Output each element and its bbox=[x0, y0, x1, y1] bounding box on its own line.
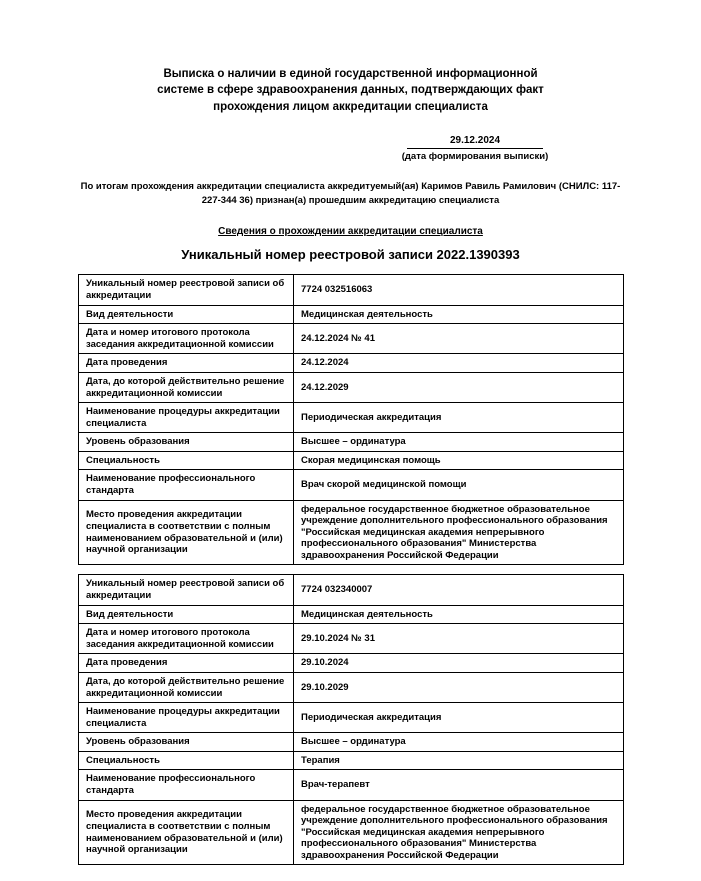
accreditation-table-2 bbox=[78, 574, 624, 865]
row-value: Высшее – ординатура bbox=[294, 733, 624, 752]
table-row bbox=[79, 751, 624, 770]
row-value: 24.12.2024 bbox=[294, 354, 624, 373]
table-row bbox=[79, 275, 624, 305]
row-label: Специальность bbox=[79, 751, 294, 770]
row-label: Место проведения аккредитации специалиста в соответствии с полным наименованием образовательной и (или) научной организации bbox=[79, 500, 294, 565]
table-row bbox=[79, 500, 624, 565]
row-label: Вид деятельности bbox=[79, 305, 294, 324]
table-row bbox=[79, 451, 624, 470]
row-label: Дата проведения bbox=[79, 654, 294, 673]
table-row bbox=[79, 354, 624, 373]
row-value: федеральное государственное бюджетное образовательное учреждение дополнительного профессионального образования "Российская медицинская академия непрерывного профессионального образования" Министерства здравоохранения Российской Федерации bbox=[294, 800, 624, 865]
table-row bbox=[79, 654, 624, 673]
row-label: Уникальный номер реестровой записи об аккредитации bbox=[79, 575, 294, 605]
section-heading: Сведения о прохождении аккредитации специалиста bbox=[218, 226, 483, 238]
table-row bbox=[79, 703, 624, 733]
row-label: Дата проведения bbox=[79, 354, 294, 373]
row-value: Скорая медицинская помощь bbox=[294, 451, 624, 470]
issue-date: 29.12.2024 bbox=[407, 135, 543, 149]
table-row bbox=[79, 372, 624, 402]
accreditation-table-1 bbox=[78, 274, 624, 565]
table-row bbox=[79, 403, 624, 433]
table-row bbox=[79, 733, 624, 752]
issue-date-block bbox=[394, 135, 556, 162]
table-row bbox=[79, 433, 624, 452]
row-label: Наименование профессионального стандарта bbox=[79, 770, 294, 800]
row-value: 7724 032340007 bbox=[294, 575, 624, 605]
row-value: Периодическая аккредитация bbox=[294, 403, 624, 433]
row-value: Медицинская деятельность bbox=[294, 305, 624, 324]
row-label: Уровень образования bbox=[79, 433, 294, 452]
intro-paragraph: По итогам прохождения аккредитации специалиста аккредитуемый(ая) Каримов Равиль Рамилович (СНИЛС: 117-227-344 36) признан(а) прошедшим аккредитацию специалиста bbox=[80, 180, 621, 207]
table-row bbox=[79, 605, 624, 624]
row-value: Врач-терапевт bbox=[294, 770, 624, 800]
row-label: Дата, до которой действительно решение аккредитационной комиссии bbox=[79, 372, 294, 402]
row-value: Медицинская деятельность bbox=[294, 605, 624, 624]
row-label: Место проведения аккредитации специалиста в соответствии с полным наименованием образовательной и (или) научной организации bbox=[79, 800, 294, 865]
row-label: Уникальный номер реестровой записи об аккредитации bbox=[79, 275, 294, 305]
row-value: Терапия bbox=[294, 751, 624, 770]
row-value: Врач скорой медицинской помощи bbox=[294, 470, 624, 500]
row-value: федеральное государственное бюджетное образовательное учреждение дополнительного профессионального образования "Российская медицинская академия непрерывного профессионального образования" Министерства здравоохранения Российской Федерации bbox=[294, 500, 624, 565]
row-label: Наименование процедуры аккредитации специалиста bbox=[79, 403, 294, 433]
row-value: Периодическая аккредитация bbox=[294, 703, 624, 733]
table-row bbox=[79, 324, 624, 354]
row-value: 7724 032516063 bbox=[294, 275, 624, 305]
row-label: Наименование процедуры аккредитации специалиста bbox=[79, 703, 294, 733]
issue-date-caption: (дата формирования выписки) bbox=[401, 150, 549, 162]
row-label: Специальность bbox=[79, 451, 294, 470]
row-value: Высшее – ординатура bbox=[294, 433, 624, 452]
row-value: 29.10.2029 bbox=[294, 672, 624, 702]
row-label: Дата, до которой действительно решение аккредитационной комиссии bbox=[79, 672, 294, 702]
table-row bbox=[79, 800, 624, 865]
row-label: Уровень образования bbox=[79, 733, 294, 752]
row-label: Вид деятельности bbox=[79, 605, 294, 624]
table-row bbox=[79, 575, 624, 605]
row-value: 24.12.2029 bbox=[294, 372, 624, 402]
table-row bbox=[79, 470, 624, 500]
row-label: Наименование профессионального стандарта bbox=[79, 470, 294, 500]
row-value: 29.10.2024 № 31 bbox=[294, 624, 624, 654]
table-row bbox=[79, 770, 624, 800]
row-value: 29.10.2024 bbox=[294, 654, 624, 673]
row-value: 24.12.2024 № 41 bbox=[294, 324, 624, 354]
table-row bbox=[79, 305, 624, 324]
row-label: Дата и номер итогового протокола заседания аккредитационной комиссии bbox=[79, 324, 294, 354]
row-label: Дата и номер итогового протокола заседания аккредитационной комиссии bbox=[79, 624, 294, 654]
table-row bbox=[79, 672, 624, 702]
registry-record-heading: Уникальный номер реестровой записи 2022.1390393 bbox=[181, 247, 520, 263]
table-row bbox=[79, 624, 624, 654]
document-title: Выписка о наличии в единой государственной информационной системе в сфере здравоохранения данных, подтверждающих факт прохождения лицом аккредитации специалиста bbox=[157, 68, 544, 113]
